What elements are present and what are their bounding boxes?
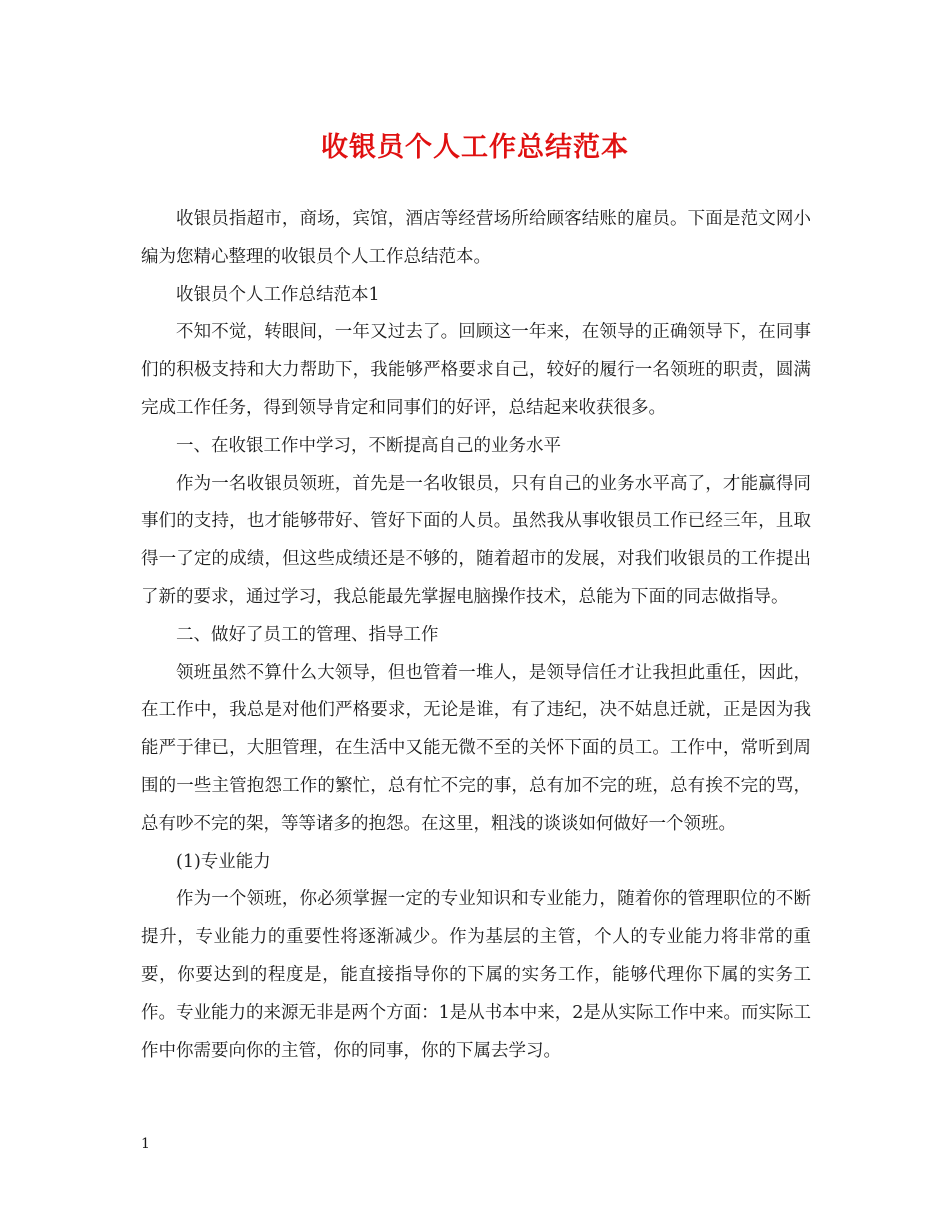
- document-title: 收银员个人工作总结范本: [321, 132, 629, 163]
- paragraph-review: 不知不觉，转眼间，一年又过去了。回顾这一年来，在领导的正确领导下，在同事们的积极支持和大力帮助下，我能够严格要求自己，较好的履行一名领班的职责，圆满完成工作任务，得到领导肯定和同事们的好评，总结起来收获很多。: [141, 322, 811, 418]
- paragraph-management: 领班虽然不算什么大领导，但也管着一堆人，是领导信任才让我担此重任，因此，在工作中，我总是对他们严格要求，无论是谁，有了违纪，决不姑息迁就，正是因为我能严于律已，大胆管理，在生活中又能无微不至的关怀下面的员工。工作中，常听到周围的一些主管抱怨工作的繁忙，总有忙不完的事，总有加不完的班，总有挨不完的骂，总有吵不完的架，等等诸多的抱怨。在这里，粗浅的谈谈如何做好一个领班。: [141, 662, 811, 834]
- section-heading-learning: 一、在收银工作中学习，不断提高自己的业务水平: [176, 435, 561, 456]
- section-heading-management: 二、做好了员工的管理、指导工作: [176, 624, 439, 645]
- subsection-heading-professional-ability: (1)专业能力: [176, 851, 271, 872]
- section-heading-sample-1: 收银员个人工作总结范本1: [176, 284, 380, 305]
- paragraph-intro: 收银员指超市，商场，宾馆，酒店等经营场所给顾客结账的雇员。下面是范文网小编为您精心整理的收银员个人工作总结范本。: [141, 209, 811, 267]
- paragraph-learning: 作为一名收银员领班，首先是一名收银员，只有自己的业务水平高了，才能赢得同事们的支持，也才能够带好、管好下面的人员。虽然我从事收银员工作已经三年，且取得一了定的成绩，但这些成绩还是不够的，随着超市的发展，对我们收银员的工作提出了新的要求，通过学习，我总能最先掌握电脑操作技术，总能为下面的同志做指导。: [141, 473, 811, 607]
- paragraph-professional-ability: 作为一个领班，你必须掌握一定的专业知识和专业能力，随着你的管理职位的不断提升，专业能力的重要性将逐渐减少。作为基层的主管，个人的专业能力将非常的重要，你要达到的程度是，能直接指导你的下属的实务工作，能够代理你下属的实务工作。专业能力的来源无非是两个方面：1是从书本中来，2是从实际工作中来。而实际工作中你需要向你的主管，你的同事，你的下属去学习。: [141, 889, 811, 1061]
- document-body: [141, 201, 811, 1070]
- page-number: 1: [141, 1136, 150, 1152]
